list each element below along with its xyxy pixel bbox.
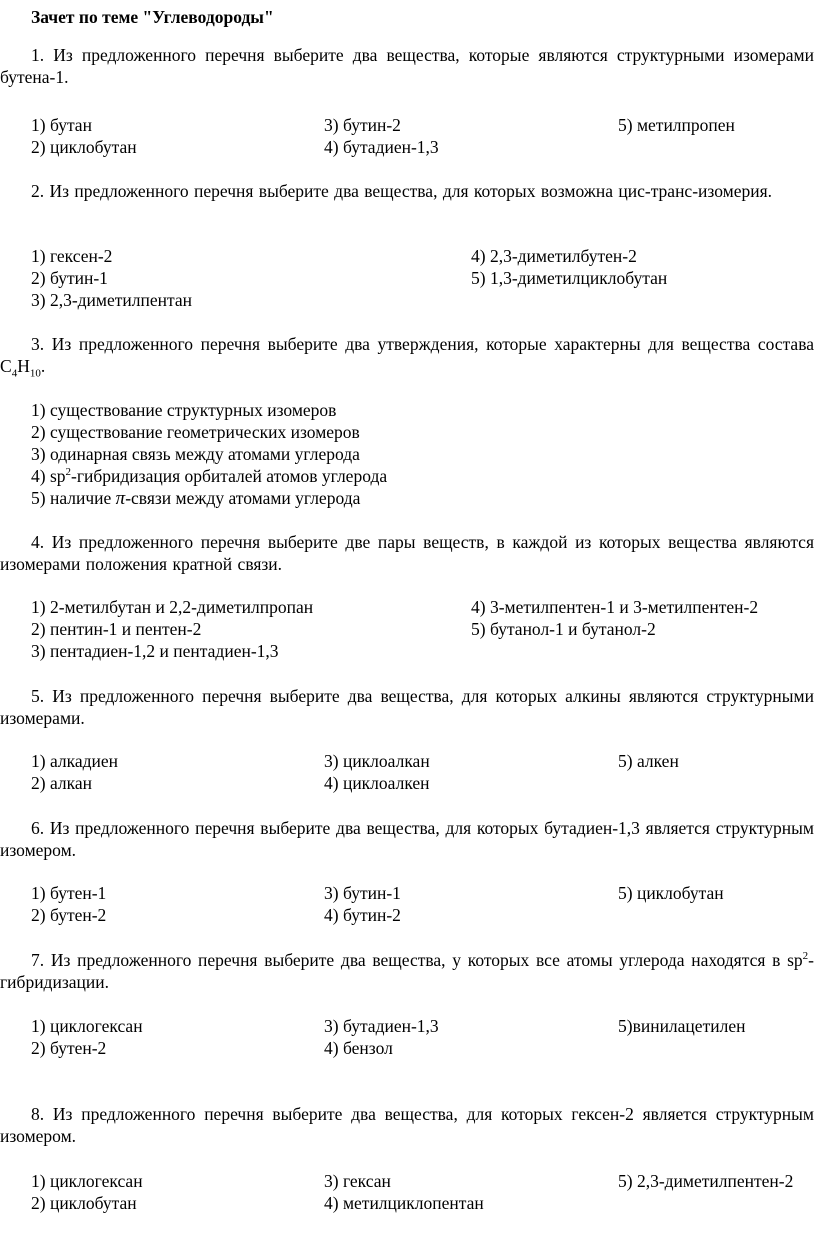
option: 4) метилциклопентан — [324, 1193, 484, 1213]
question-5 — [0, 685, 816, 729]
option: 2) бутин-1 — [31, 268, 108, 288]
option: 4) 2,3-диметилбутен-2 — [471, 246, 637, 266]
option: 1) бутен-1 — [31, 883, 107, 903]
superscript: 2 — [65, 466, 72, 479]
question-4 — [0, 531, 816, 575]
option: 3) циклоалкан — [324, 751, 430, 771]
option: 3) бутин-2 — [324, 115, 401, 135]
option: 4) циклоалкен — [324, 773, 430, 793]
option: 4) 3-метилпентен-1 и 3-метилпентен-2 — [471, 597, 759, 617]
question-2 — [0, 180, 816, 202]
option: 2) бутен-2 — [31, 1038, 107, 1058]
option: 1) алкадиен — [31, 751, 119, 771]
option: 3) гексан — [324, 1171, 391, 1191]
question-7: 7. Из предложенного перечня выберите два вещества, у которых все атомы углерода находятся в $sp^2$-гибридизации. — [0, 950, 814, 992]
superscript: 2 — [802, 950, 809, 963]
option: 4) бутин-2 — [324, 905, 401, 925]
option: 5) алкен — [618, 751, 679, 771]
question-1-text: 1. Из предложенного перечня выберите два вещества, которые являются структурными изомерами бутена-1. — [0, 45, 814, 87]
option: 4) $sp^2$-гибридизация орбиталей атомов углерода — [31, 466, 388, 486]
option: 5) бутанол-1 и бутанол-2 — [471, 619, 656, 639]
option: 5) циклобутан — [618, 883, 724, 903]
option: 1) 2-метилбутан и 2,2-диметилпропан — [31, 597, 314, 617]
question-5-text: 5. Из предложенного перечня выберите два вещества, для которых алкины являются структурными изомерами. — [0, 686, 814, 728]
option: 2) циклобутан — [31, 137, 137, 157]
question-7-text: 7. Из предложенного перечня выберите два вещества, у которых все атомы углерода находятся в sp — [31, 950, 803, 970]
option: 1) бутан — [31, 115, 92, 135]
option: 3) одинарная связь между атомами углерода — [31, 444, 360, 464]
option: 5)винилацетилен — [618, 1016, 746, 1036]
option: 1) гексен-2 — [31, 246, 113, 266]
question-2-text: 2. Из предложенного перечня выберите два вещества, для которых возможна цис-транс-изомерия. — [31, 181, 773, 201]
option: 5) метилпропен — [618, 115, 735, 135]
option: 4) бутадиен-1,3 — [324, 137, 439, 157]
option: 3) бутадиен-1,3 — [324, 1016, 439, 1036]
option: 2) пентин-1 и пентен-2 — [31, 619, 202, 639]
option: 1) существование структурных изомеров — [31, 400, 337, 420]
subscript: 4 — [11, 367, 18, 380]
question-8-text: 8. Из предложенного перечня выберите два вещества, для которых гексен-2 является структурным изомером. — [0, 1104, 814, 1146]
option: 1) циклогексан — [31, 1016, 143, 1036]
option: 4) бензол — [324, 1038, 393, 1058]
page-title: Зачет по теме "Углеводороды" — [31, 7, 274, 27]
option: 5) наличие π-связи между атомами углерода — [31, 488, 361, 509]
question-4-text: 4. Из предложенного перечня выберите две пары веществ, в каждой из которых вещества являются изомерами положения кратной связи. — [0, 532, 814, 574]
option: 2) существование геометрических изомеров — [31, 422, 360, 442]
option: 2) алкан — [31, 773, 92, 793]
question-6 — [0, 817, 816, 861]
option: 3) бутин-1 — [324, 883, 401, 903]
option: 3) пентадиен-1,2 и пентадиен-1,3 — [31, 641, 279, 661]
question-1 — [0, 44, 816, 88]
option: 5) 1,3-диметилциклобутан — [471, 268, 668, 288]
question-3-text: 3. Из предложенного перечня выберите два утверждения, которые характерны для вещества состава C — [0, 334, 814, 376]
option: 2) бутен-2 — [31, 905, 107, 925]
option: 5) 2,3-диметилпентен-2 — [618, 1171, 794, 1191]
option: 1) циклогексан — [31, 1171, 143, 1191]
subscript: 10 — [29, 367, 41, 380]
pi-symbol: π — [115, 488, 126, 509]
option: 2) циклобутан — [31, 1193, 137, 1213]
question-6-text: 6. Из предложенного перечня выберите два вещества, для которых бутадиен-1,3 является структурным изомером. — [0, 818, 814, 860]
option: 3) 2,3-диметилпентан — [31, 290, 193, 310]
question-3: 3. Из предложенного перечня выберите два утверждения, которые характерны для вещества состава $C_4H_{10}$. — [0, 334, 814, 380]
question-8 — [0, 1103, 816, 1147]
